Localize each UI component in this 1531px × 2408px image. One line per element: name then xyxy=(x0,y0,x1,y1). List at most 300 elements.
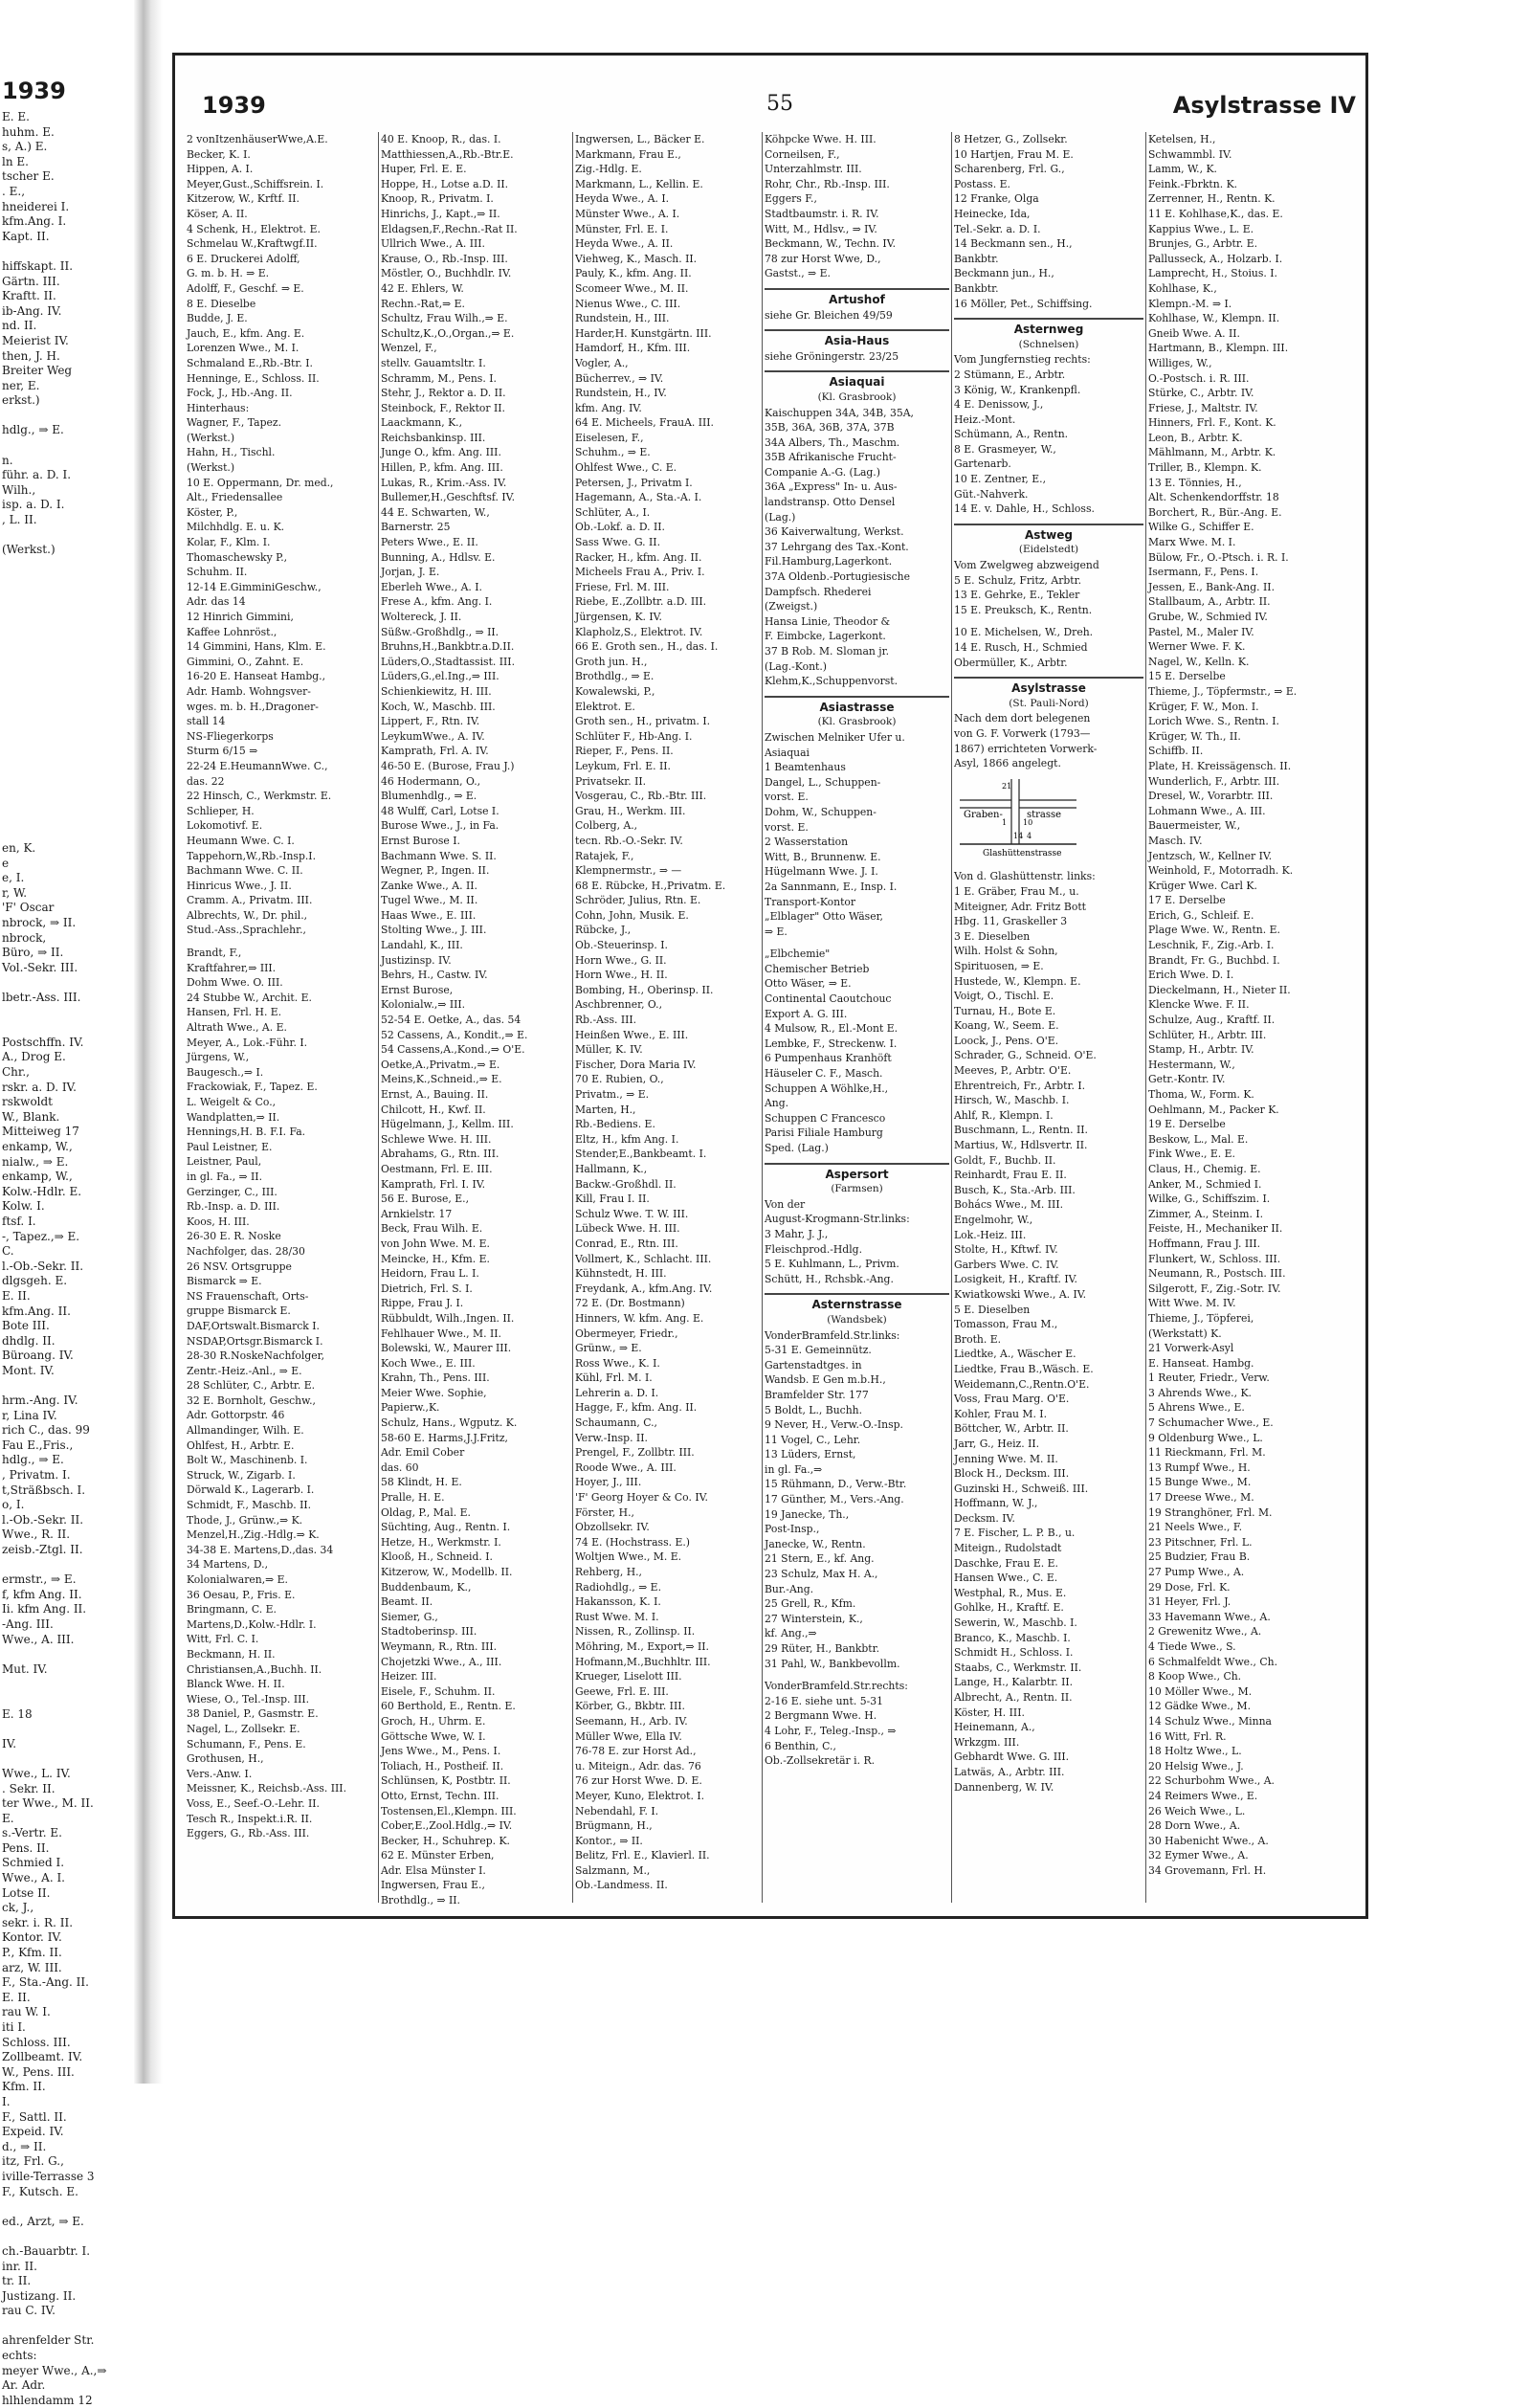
previous-page-line: führ. a. D. I. xyxy=(2,468,72,482)
blank-line xyxy=(765,1671,949,1679)
directory-entry: August-Krogmann-Str.links: xyxy=(765,1213,910,1226)
directory-entry: Stehr, J., Rektor a. D. II. xyxy=(381,387,506,400)
previous-page-line: e xyxy=(2,856,10,870)
directory-entry: 42 E. Ehlers, W. xyxy=(381,281,464,295)
directory-entry: Markmann, Frau E., xyxy=(575,147,681,161)
directory-entry: Stallbaum, A., Arbtr. II. xyxy=(1148,595,1271,609)
previous-page-line: , L. II. xyxy=(2,513,37,527)
section-rule xyxy=(954,670,1143,679)
directory-entry: Silgerott, F., Zig.-Sotr. IV. xyxy=(1148,1282,1281,1295)
directory-entry: Altrath Wwe., A. E. xyxy=(187,1021,287,1035)
sketch-label: Graben- xyxy=(964,809,1003,820)
directory-entry: Alt., Friedensallee xyxy=(187,491,283,504)
directory-entry: Meyer,Gust.,Schiffsrein. I. xyxy=(187,177,324,190)
directory-entry: 56 E. Burose, E., xyxy=(381,1193,470,1206)
directory-entry: 6 Pumpenhaus Kranhöft xyxy=(765,1052,892,1065)
directory-entry: Stadtoberinsp. III. xyxy=(381,1625,477,1639)
directory-entry: Brandt, Fr. G., Buchbd. I. xyxy=(1148,953,1280,967)
directory-entry: Schulze, Aug., Kraftf. II. xyxy=(1148,1014,1276,1027)
directory-entry: Wenzel, F., xyxy=(381,342,437,355)
directory-entry: Aschbrenner, O., xyxy=(575,998,663,1012)
directory-entry: Hagemann, A., Sta.-A. I. xyxy=(575,491,702,504)
directory-entry: 11 E. Kohlhase,K., das. E. xyxy=(1148,207,1283,220)
directory-entry: Cohn, John, Musik. E. xyxy=(575,908,689,922)
directory-entry: Süchting, Aug., Rentn. I. xyxy=(381,1521,511,1534)
previous-page-line: Lotse II. xyxy=(2,1885,51,1900)
directory-entry: Postass. E. xyxy=(954,177,1010,190)
previous-page-line: hrm.-Ang. IV. xyxy=(2,1394,78,1408)
previous-page-line xyxy=(2,796,134,812)
directory-entry: Decksm. IV. xyxy=(954,1511,1015,1525)
directory-entry: Kamprath, Frl. A. IV. xyxy=(381,745,489,758)
directory-entry: 13 E. Gehrke, E., Tekler xyxy=(954,589,1080,602)
directory-entry: Schütt, H., Rchsbk.-Ang. xyxy=(765,1272,894,1285)
previous-page-line: huhm. E. xyxy=(2,124,55,139)
directory-entry: Williges, W., xyxy=(1148,356,1212,369)
directory-entry: 72 E. (Dr. Bostmann) xyxy=(575,1297,685,1310)
directory-entry: Beckmann, W., Techn. IV. xyxy=(765,237,897,251)
directory-entry: Hoffmann, W. J., xyxy=(954,1497,1038,1510)
directory-entry: Meyer, A., Lok.-Führ. I. xyxy=(187,1036,308,1049)
directory-column xyxy=(573,132,763,1903)
directory-entry: Ang. xyxy=(765,1097,789,1110)
directory-entry: Spirituosen, ⇒ E. xyxy=(954,959,1044,972)
directory-entry: Brunjes, G., Arbtr. E. xyxy=(1148,237,1258,251)
directory-entry: Koos, H. III. xyxy=(187,1215,250,1228)
directory-entry: Barnerstr. 25 xyxy=(381,521,451,534)
directory-entry: Companie A.-G. (Lag.) xyxy=(765,465,880,479)
directory-entry: Racker, H., kfm. Ang. II. xyxy=(575,550,702,564)
directory-entry: Scharenberg, Frl. G., xyxy=(954,163,1065,176)
previous-page-line: IV. xyxy=(2,1736,17,1750)
directory-entry: 3 König, W., Krankenpfl. xyxy=(954,383,1081,396)
sketch-label: 21 xyxy=(1002,781,1012,791)
directory-entry: Ernst Burose I. xyxy=(381,834,460,847)
directory-entry: Rust Wwe. M. I. xyxy=(575,1610,659,1623)
directory-entry: Rb.-Ass. III. xyxy=(575,1014,637,1027)
directory-entry: Nach dem dort belegenen xyxy=(954,712,1091,725)
directory-entry: 14 Gimmini, Hans, Klm. E. xyxy=(187,640,326,654)
directory-entry: ⇒ E. xyxy=(765,925,788,938)
directory-entry: 35B Afrikanische Frucht- xyxy=(765,451,897,464)
directory-entry: Schlieper, H. xyxy=(187,804,255,817)
directory-entry: 25 Budzier, Frau B. xyxy=(1148,1550,1251,1564)
directory-entry: Lembke, F., Streckenw. I. xyxy=(765,1037,898,1050)
directory-entry: Buddenbaum, K., xyxy=(381,1580,472,1594)
previous-page-line: t,Sträßbsch. I. xyxy=(2,1483,86,1497)
district-note: (St. Pauli-Nord) xyxy=(1009,697,1089,709)
previous-page-line: E. II. xyxy=(2,1288,31,1303)
previous-page-line xyxy=(2,1722,134,1737)
previous-page-line: A., Drog E. xyxy=(2,1050,66,1064)
directory-entry: Kaischuppen 34A, 34B, 35A, xyxy=(765,406,914,419)
directory-entry: Fischer, Dora Maria IV. xyxy=(575,1058,697,1071)
sketch-label: Glashüttenstrasse xyxy=(983,848,1062,858)
directory-entry: 32 Eymer Wwe., A. xyxy=(1148,1849,1249,1862)
directory-entry: Rundstein, H., IV. xyxy=(575,387,667,400)
book-gutter xyxy=(134,0,172,2084)
directory-entry: Sturm 6/15 ⇒ xyxy=(187,745,258,758)
previous-page-line: isp. a. D. I. xyxy=(2,498,65,512)
directory-entry: Leistner, Paul, xyxy=(187,1155,262,1169)
directory-entry: Beckmann jun., H., xyxy=(954,267,1054,280)
directory-entry: Kolonialw.,⇒ III. xyxy=(381,998,466,1012)
directory-entry: Adr. Elsa Münster I. xyxy=(381,1863,486,1877)
directory-entry: Block H., Decksm. III. xyxy=(954,1467,1070,1481)
directory-entry: Bruhns,H.,Bankbtr.a.D.II. xyxy=(381,640,515,654)
previous-page-line: , Privatm. I. xyxy=(2,1468,71,1483)
directory-entry: 44 E. Schwarten, W., xyxy=(381,505,490,519)
directory-entry: Brandt, F., xyxy=(187,947,242,960)
directory-entry: Hinners, W. kfm. Ang. E. xyxy=(575,1311,704,1325)
directory-entry: Vom Jungfernstieg rechts: xyxy=(954,353,1091,367)
directory-entry: 20 Helsig Wwe., J. xyxy=(1148,1759,1244,1773)
directory-entry: Bunning, A., Hdlsv. E. xyxy=(381,550,496,564)
directory-entry: Güt.-Nahverk. xyxy=(954,487,1029,501)
directory-entry: Hoffmann, Frau J. III. xyxy=(1148,1237,1261,1250)
directory-entry: Rübbuldt, Wilh.,Ingen. II. xyxy=(381,1311,515,1325)
directory-entry: Roode Wwe., A. III. xyxy=(575,1460,677,1474)
directory-entry: F. Eimbcke, Lagerkont. xyxy=(765,630,886,643)
directory-entry: Krüger, F. W., Mon. I. xyxy=(1148,700,1259,713)
directory-entry: Brügmann, H., xyxy=(575,1819,653,1833)
directory-entry: Kaffee Lohnröst., xyxy=(187,625,277,638)
directory-entry: Lukas, R., Krim.-Ass. IV. xyxy=(381,476,507,489)
directory-entry: Hirsch, W., Maschb. I. xyxy=(954,1094,1070,1107)
directory-entry: Chilcott, H., Kwf. II. xyxy=(381,1103,486,1116)
directory-entry: 6 Schmalfeldt Wwe., Ch. xyxy=(1148,1655,1278,1668)
directory-entry: von John Wwe. M. E. xyxy=(381,1237,490,1250)
directory-entry: Zanke Wwe., A. II. xyxy=(381,879,477,892)
directory-entry: Toliach, H., Postheif. II. xyxy=(381,1759,504,1773)
directory-entry: Hahn, H., Tischl. xyxy=(187,446,276,459)
directory-entry: Lorich Wwe. S., Rentn. I. xyxy=(1148,715,1279,728)
directory-entry: Otto Wäser, ⇒ E. xyxy=(765,977,852,991)
directory-entry: Sped. (Lag.) xyxy=(765,1142,829,1154)
directory-entry: Otto, Ernst, Techn. III. xyxy=(381,1789,499,1802)
previous-page-line: Gärtn. III. xyxy=(2,274,60,288)
previous-page-line: W., Pens. III. xyxy=(2,2064,75,2079)
directory-entry: Jens Wwe., M., Pens. I. xyxy=(381,1745,501,1758)
directory-entry: 2 Stümann, E., Arbtr. xyxy=(954,368,1066,381)
directory-entry: Hügelmann Wwe. J. I. xyxy=(765,865,878,879)
directory-entry: Scomeer Wwe., M. II. xyxy=(575,281,689,295)
directory-entry: 17 Dreese Wwe., M. xyxy=(1148,1491,1254,1505)
directory-entry: von G. F. Vorwerk (1793— xyxy=(954,726,1091,740)
previous-page-line: tscher E. xyxy=(2,169,55,184)
section-rule xyxy=(765,281,949,290)
directory-entry: Rippe, Frau J. I. xyxy=(381,1297,464,1310)
previous-page-line: iville-Terrasse 3 xyxy=(2,2169,95,2183)
directory-entry: Kolonialwaren,⇒ E. xyxy=(187,1573,288,1586)
directory-entry: Elektrot. E. xyxy=(575,700,635,713)
directory-entry: Pallusseck, A., Holzarb. I. xyxy=(1148,252,1283,265)
directory-entry: Prengel, F., Zollbtr. III. xyxy=(575,1446,695,1460)
directory-entry: Groch, H., Uhrm. E. xyxy=(381,1714,486,1728)
directory-entry: in gl. Fa.,⇒ xyxy=(765,1462,823,1476)
directory-entry: 5 E. Dieselben xyxy=(954,1303,1031,1316)
directory-entry: Heyda Wwe., A. II. xyxy=(575,237,674,251)
directory-entry: Milchhdlg. E. u. K. xyxy=(187,521,285,534)
directory-entry: Meier Wwe. Sophie, xyxy=(381,1386,487,1399)
directory-entry: Schmidt, F., Maschb. II. xyxy=(187,1499,312,1512)
directory-entry: Lorenzen Wwe., M. I. xyxy=(187,342,300,355)
directory-entry: 29 Dose, Frl. K. xyxy=(1148,1580,1231,1594)
directory-entry: Schuppen C Francesco xyxy=(765,1111,886,1125)
directory-entry: Ross Wwe., K. I. xyxy=(575,1356,660,1370)
previous-page-line: Zollbeamt. IV. xyxy=(2,2050,83,2064)
previous-page-line: hdlg., ⇒ E. xyxy=(2,423,64,437)
previous-page-line xyxy=(2,1006,134,1021)
previous-page-line: 'F' Oscar xyxy=(2,901,55,915)
directory-entry: Ketelsen, H., xyxy=(1148,133,1216,145)
directory-entry: DAF,Ortswalt.Bismarck I. xyxy=(187,1319,320,1332)
previous-page-line: Schmied I. xyxy=(2,1856,65,1870)
directory-entry: Fleischprod.-Hdlg. xyxy=(765,1242,863,1256)
directory-entry: 6 E. Druckerei Adolff, xyxy=(187,252,300,265)
previous-page-line: E. xyxy=(2,1811,14,1825)
directory-entry: Paul Leistner, E. xyxy=(187,1140,273,1153)
directory-entry: Schuhm. II. xyxy=(187,566,248,579)
previous-page-line: F., Kutsch. E. xyxy=(2,2184,78,2198)
directory-entry: Schlewe Wwe. H. III. xyxy=(381,1132,492,1146)
previous-page-line xyxy=(2,975,134,991)
previous-page-line xyxy=(2,782,134,797)
directory-entry: Krüger Wwe. Carl K. xyxy=(1148,879,1257,892)
directory-entry: Dietrich, Frl. S. I. xyxy=(381,1282,473,1295)
previous-page-line: Wwe., A. III. xyxy=(2,1632,75,1646)
previous-page-line xyxy=(2,1020,134,1036)
previous-page-line: enkamp, W., xyxy=(2,1170,73,1184)
directory-entry: Klapholz,S., Elektrot. IV. xyxy=(575,625,703,638)
directory-entry: Vers.-Anw. I. xyxy=(187,1767,253,1780)
directory-entry: Feink.-Fbrktn. K. xyxy=(1148,177,1238,190)
directory-entry: (Zweigst.) xyxy=(765,600,818,613)
directory-entry: Obermüller, K., Arbtr. xyxy=(954,656,1068,669)
directory-entry: Hakansson, K. I. xyxy=(575,1595,661,1609)
directory-entry: Thomaschewsky P., xyxy=(187,550,288,564)
directory-entry: (Werkstatt) K. xyxy=(1148,1327,1222,1340)
directory-entry: Rechn.-Rat,⇒ E. xyxy=(381,297,465,310)
directory-entry: 29 Rüter, H., Bankbtr. xyxy=(765,1642,880,1655)
directory-entry: Rb.-Bediens. E. xyxy=(575,1118,655,1131)
directory-entry: Groth sen., H., privatm. I. xyxy=(575,715,711,728)
directory-entry: Cramm. A., Privatm. III. xyxy=(187,894,313,907)
directory-entry: Krueger, Liselott III. xyxy=(575,1670,682,1683)
directory-page xyxy=(172,53,1368,1919)
directory-entry: Triller, B., Klempn. K. xyxy=(1148,461,1262,475)
previous-page-line: Kraftt. II. xyxy=(2,289,56,303)
directory-entry: Bauermeister, W., xyxy=(1148,819,1241,833)
directory-entry: 27 Pump Wwe., A. xyxy=(1148,1566,1245,1578)
directory-entry: Ob.-Lokf. a. D. II. xyxy=(575,521,665,534)
previous-page-line: nbrock, ⇒ II. xyxy=(2,916,77,930)
directory-entry: Hagge, F., kfm. Ang. II. xyxy=(575,1401,698,1415)
directory-entry: Kraftfahrer,⇒ III. xyxy=(187,961,277,974)
directory-entry: Köster, H. III. xyxy=(954,1706,1025,1719)
directory-entry: Siemer, G., xyxy=(381,1610,438,1623)
directory-entry: Hippen, A. I. xyxy=(187,163,254,176)
directory-entry: 26-30 E. R. Noske xyxy=(187,1230,281,1243)
directory-entry: 16 Möller, Pet., Schiffsing. xyxy=(954,297,1093,310)
previous-page-line xyxy=(2,2319,134,2334)
directory-entry: Dampfsch. Rhederei xyxy=(765,585,872,598)
directory-entry: Wandplatten,⇒ II. xyxy=(187,1110,280,1124)
directory-entry: Hustede, W., Klempn. E. xyxy=(954,974,1081,988)
directory-entry: Huper, Frl. E. E. xyxy=(381,163,467,176)
directory-entry: Guzinski H., Schweiß. III. xyxy=(954,1482,1089,1495)
previous-page-line: E. 18 xyxy=(2,1706,33,1721)
directory-entry: Meeves, P., Arbtr. O'E. xyxy=(954,1064,1072,1078)
directory-entry: Eggers F., xyxy=(765,192,817,206)
directory-entry: vorst. E. xyxy=(765,820,809,834)
directory-entry: Arnkielstr. 17 xyxy=(381,1207,453,1220)
directory-entry: 15 Bunge Wwe., M. xyxy=(1148,1476,1252,1489)
previous-page-line: itz, Frl. G., xyxy=(2,2154,64,2169)
directory-entry: Klehm,K.,Schuppenvorst. xyxy=(765,675,899,688)
directory-entry: 13 E. Tönnies, H., xyxy=(1148,476,1242,489)
street-heading: Asiastrasse xyxy=(819,700,895,714)
previous-page-line: Ii. kfm Ang. II. xyxy=(2,1602,87,1616)
directory-entry: Feiste, H., Mechaniker II. xyxy=(1148,1222,1283,1236)
directory-entry: Von der xyxy=(765,1197,806,1211)
previous-page-line xyxy=(2,827,134,842)
previous-page-line: (Werkst.) xyxy=(2,543,55,557)
previous-page-line: P., Kfm. II. xyxy=(2,1946,62,1960)
directory-entry: Rübcke, J., xyxy=(575,924,632,937)
previous-page-line xyxy=(2,558,134,573)
directory-entry: Ernst Burose, xyxy=(381,983,454,996)
directory-entry: Matthiessen,A.,Rb.-Btr.E. xyxy=(381,147,514,161)
directory-entry: Leschnik, F., Zig.-Arb. I. xyxy=(1148,939,1275,952)
directory-entry: Wiese, O., Tel.-Insp. III. xyxy=(187,1692,310,1706)
directory-entry: Steinbock, F., Rektor II. xyxy=(381,401,505,414)
directory-entry: Gebhardt Wwe. G. III. xyxy=(954,1750,1070,1764)
directory-entry: Köster, P., xyxy=(187,505,238,519)
directory-entry: 15 Rühmann, D., Verw.-Btr. xyxy=(765,1478,907,1491)
directory-entry: Adr. Gottorpstr. 46 xyxy=(187,1409,285,1422)
directory-entry: Bülow, Fr., O.-Ptsch. i. R. I. xyxy=(1148,550,1289,564)
directory-entry: Lübeck Wwe. H. III. xyxy=(575,1222,680,1236)
directory-entry: Wegner, P., Ingen. II. xyxy=(381,864,490,878)
previous-page-line: sekr. i. R. II. xyxy=(2,1915,74,1929)
directory-entry: Plate, H. Kreissägensch. II. xyxy=(1148,759,1292,772)
directory-entry: Heinemann, A., xyxy=(954,1721,1035,1734)
directory-entry: Corneilsen, F., xyxy=(765,147,840,161)
previous-page-line: kfm.Ang. II. xyxy=(2,1304,71,1318)
directory-entry: Ehrentreich, Fr., Arbtr. I. xyxy=(954,1079,1086,1092)
directory-entry: Zimmer, A., Steinm. I. xyxy=(1148,1207,1264,1220)
directory-entry: 34A Albers, Th., Maschm. xyxy=(765,435,900,449)
directory-entry: Reinhardt, Frau E. II. xyxy=(954,1169,1067,1182)
district-note: (Farmsen) xyxy=(831,1183,883,1195)
previous-page-line: Breiter Weg xyxy=(2,364,73,378)
directory-entry: Bachmann Wwe. S. II. xyxy=(381,849,497,862)
directory-entry: Ob.-Landmess. II. xyxy=(575,1879,668,1892)
page-number: 55 xyxy=(766,92,793,116)
directory-entry: Continental Caoutchouc xyxy=(765,992,892,1006)
directory-entry: 3 E. Dieselben xyxy=(954,929,1031,943)
directory-entry: Schmaland E.,Rb.-Btr. I. xyxy=(187,356,313,369)
directory-entry: Schwammbl. IV. xyxy=(1148,147,1232,161)
directory-entry: Salzmann, M., xyxy=(575,1863,651,1877)
directory-entry: Hansen, Frl. H. E. xyxy=(187,1006,282,1019)
previous-page-line: enkamp, W., xyxy=(2,1139,73,1153)
previous-page-line: Postschffn. IV. xyxy=(2,1035,84,1049)
directory-entry: 33 Havemann Wwe., A. xyxy=(1148,1610,1271,1623)
directory-entry: Bur.-Ang. xyxy=(765,1582,814,1595)
directory-entry: Fock, J., Hb.-Ang. II. xyxy=(187,387,293,400)
directory-entry: Blanck Wwe. H. II. xyxy=(187,1678,285,1691)
directory-entry: Bolewski, W., Maurer III. xyxy=(381,1342,512,1355)
previous-page-line xyxy=(2,572,134,588)
directory-entry: Verw.-Insp. II. xyxy=(575,1431,648,1444)
directory-entry: Meincke, H., Kfm. E. xyxy=(381,1252,490,1265)
directory-entry: Meyer, Kuno, Elektrot. I. xyxy=(575,1789,705,1802)
directory-entry: 5-31 E. Gemeinnütz. xyxy=(765,1344,872,1357)
directory-entry: Köser, A. II. xyxy=(187,207,248,220)
sketch-label: strasse xyxy=(1027,809,1062,820)
directory-entry: Müller Wwe, Ella IV. xyxy=(575,1729,682,1743)
previous-page-line xyxy=(2,244,134,259)
directory-entry: 34 Grovemann, Frl. H. xyxy=(1148,1863,1267,1877)
directory-entry: Voigt, O., Tischl. E. xyxy=(954,990,1054,1003)
district-note: (Kl. Grasbrook) xyxy=(817,390,897,403)
directory-entry: Zwischen Melniker Ufer u. xyxy=(765,730,905,744)
directory-entry: 24 Stubbe W., Archit. E. xyxy=(187,991,312,1004)
directory-entry: Plage Wwe. W., Rentn. E. xyxy=(1148,924,1280,937)
directory-entry: Friese, Frl. M. III. xyxy=(575,580,670,593)
directory-entry: Süßw.-Großhdlg., ⇒ II. xyxy=(381,625,499,638)
directory-entry: Schulz Wwe. T. W. III. xyxy=(575,1207,689,1220)
directory-entry: Stadtbaumstr. i. R. IV. xyxy=(765,207,879,220)
previous-page-line: iti I. xyxy=(2,2020,26,2034)
directory-entry: Tugel Wwe., M. II. xyxy=(381,894,478,907)
directory-entry: Staabs, C., Werkmstr. II. xyxy=(954,1661,1082,1674)
directory-entry: Fil.Hamburg,Lagerkont. xyxy=(765,555,893,569)
previous-page-lines xyxy=(0,110,134,2408)
directory-entry: 12 Hinrich Gimmini, xyxy=(187,611,294,623)
directory-entry: Fink Wwe., E. E. xyxy=(1148,1148,1235,1161)
directory-entry: Kühl, Frl. M. I. xyxy=(575,1371,653,1385)
previous-page-line xyxy=(2,1692,134,1707)
previous-page-line: hiffskapt. II. xyxy=(2,258,74,273)
previous-page-line: rich C., das. 99 xyxy=(2,1423,90,1438)
directory-entry: Wrkzgm. III. xyxy=(954,1735,1020,1749)
directory-entry: 12 Franke, Olga xyxy=(954,192,1039,206)
directory-entry: Eisele, F., Schuhm. II. xyxy=(381,1684,496,1698)
directory-entry: Hansen Wwe., C. E. xyxy=(954,1572,1058,1585)
previous-page-line xyxy=(2,1647,134,1662)
previous-page-line: Wwe., L. IV. xyxy=(2,1766,71,1780)
directory-entry: Bohács Wwe., M. III. xyxy=(954,1198,1064,1212)
directory-entry: Obermeyer, Friedr., xyxy=(575,1327,678,1340)
directory-entry: Eldagsen,F.,Rechn.-Rat II. xyxy=(381,222,518,235)
directory-entry: Alt. Schenkendorffstr. 18 xyxy=(1148,491,1279,504)
directory-entry: 62 E. Münster Erben, xyxy=(381,1849,495,1862)
directory-entry: 64 E. Micheels, FrauA. III. xyxy=(575,416,714,430)
previous-page-line: r, Lina IV. xyxy=(2,1408,57,1422)
directory-entry: 14 Schulz Wwe., Minna xyxy=(1148,1714,1272,1728)
previous-page-line: echts: xyxy=(2,2349,37,2363)
blank-line xyxy=(954,617,1143,625)
directory-entry: 34-38 E. Martens,D.,das. 34 xyxy=(187,1543,334,1556)
directory-entry: NS Frauenschaft, Orts- xyxy=(187,1289,309,1303)
directory-entry: Klempn.-M. ⇒ I. xyxy=(1148,297,1232,310)
previous-page-line: ner, E. xyxy=(2,378,40,392)
directory-entry: 74 E. (Hochstrass. E.) xyxy=(575,1535,690,1549)
blank-line xyxy=(765,939,949,947)
